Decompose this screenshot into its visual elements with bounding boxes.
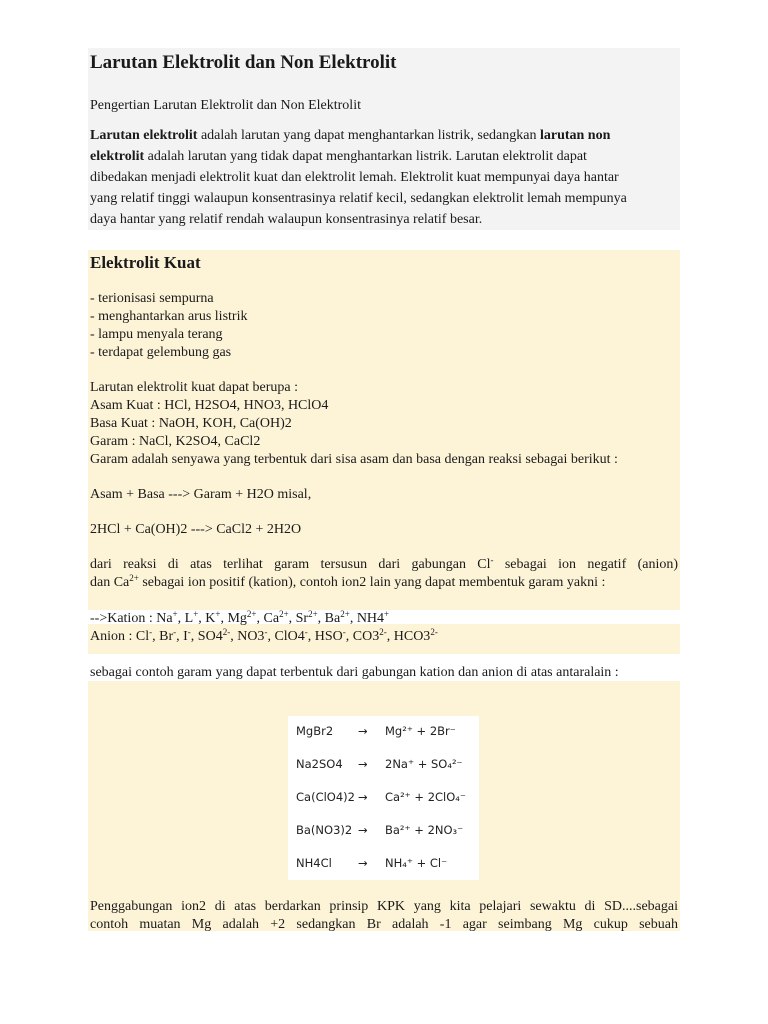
reaction-table bbox=[288, 716, 479, 880]
term-larutan-elektrolit: Larutan elektrolit bbox=[90, 128, 198, 143]
list-item: - menghantarkan arus listrik bbox=[90, 309, 248, 324]
basa-kuat: Basa Kuat : NaOH, KOH, Ca(OH)2 bbox=[90, 416, 292, 431]
kation-ion: $Sr^{2+}$ bbox=[295, 609, 318, 626]
reaction-row bbox=[288, 854, 479, 872]
kation-ion: $Mg^{2+}$ bbox=[227, 609, 257, 626]
reaction-reactant: NH4Cl bbox=[296, 856, 332, 870]
reaction-reactant: Ca(ClO4)2 bbox=[296, 790, 355, 804]
anion-prefix: Anion : bbox=[90, 629, 136, 644]
anion-ion: Cl- bbox=[135, 627, 153, 644]
page-title: Larutan Elektrolit dan Non Elektrolit bbox=[90, 52, 397, 73]
kation-prefix: -->Kation : bbox=[90, 611, 157, 626]
arrow-icon: → bbox=[358, 757, 368, 771]
garam-definition: Garam adalah senyawa yang terbentuk dari sisa asam dan basa dengan reaksi sebagai berikut : bbox=[90, 452, 618, 467]
anion-ion: I- bbox=[183, 627, 191, 644]
list-item: - lampu menyala terang bbox=[90, 327, 223, 342]
intro-line-3: dibedakan menjadi elektrolit kuat dan elektrolit lemah. Elektrolit kuat mempunyai daya hantar bbox=[90, 170, 619, 185]
intro-line-5: daya hantar yang relatif rendah walaupun konsentrasinya relatif besar. bbox=[90, 212, 483, 227]
reaction-products: Mg²⁺ + 2Br⁻ bbox=[385, 724, 456, 738]
anion-ion: HSO- bbox=[314, 627, 346, 644]
kation-ion: Na+ bbox=[156, 609, 178, 626]
kation-line: -->Kation : Na+, L+, K+, $Mg^{2+}$, $Ca^{2+}$, $Sr^{2+}$, $Ba^{2+}$, NH4+ bbox=[90, 609, 390, 626]
list-item: - terdapat gelembung gas bbox=[90, 345, 232, 360]
reaction-products: Ca²⁺ + 2ClO₄⁻ bbox=[385, 790, 466, 804]
list-item: - terionisasi sempurna bbox=[90, 291, 214, 306]
reaction-row bbox=[288, 755, 479, 773]
arrow-icon: → bbox=[358, 823, 368, 837]
equation-example: 2HCl + Ca(OH)2 ---> CaCl2 + 2H2O bbox=[90, 522, 302, 537]
intro-line-1: Larutan elektrolit adalah larutan yang dapat menghantarkan listrik, sedangkan larutan non bbox=[90, 128, 611, 143]
reaction-reactant: Na2SO4 bbox=[296, 757, 343, 771]
intro-line-4: yang relatif tinggi walaupun konsentrasinya relatif kecil, sedangkan elektrolit lemah mempunya bbox=[90, 191, 627, 206]
kation-ion: $Ba^{2+}$ bbox=[324, 609, 350, 626]
arrow-icon: → bbox=[358, 724, 368, 738]
reaction-row bbox=[288, 821, 479, 839]
reaction-products: NH₄⁺ + Cl⁻ bbox=[385, 856, 448, 870]
arrow-icon: → bbox=[358, 790, 368, 804]
anion-ion: $CO3^{2-}$ bbox=[352, 627, 387, 644]
reaction-products: 2Na⁺ + SO₄²⁻ bbox=[385, 757, 463, 771]
reaction-row bbox=[288, 722, 479, 740]
final-line-2: contoh muatan Mg adalah +2 sedangkan Br adalah -1 agar seimbang Mg cukup sebuah bbox=[90, 917, 678, 932]
paragraph-line-1: dari reaksi di atas terlihat garam tersusun dari gabungan Cl- sebagai ion negatif (anion) bbox=[90, 555, 678, 572]
reaction-reactant: MgBr2 bbox=[296, 724, 334, 738]
reaction-products: Ba²⁺ + 2NO₃⁻ bbox=[385, 823, 464, 837]
intro-line-2: elektrolit adalah larutan yang tidak dapat menghantarkan listrik. Larutan elektrolit dapat bbox=[90, 149, 587, 164]
kation-ion: $Ca^{2+}$ bbox=[263, 609, 289, 626]
anion-line: Anion : Cl-, Br-, I-, $SO4^{2-}$, NO3-, ClO4-, HSO-, $CO3^{2-}$, $HCO3^{2-}$ bbox=[90, 627, 438, 644]
anion-ion: $SO4^{2-}$ bbox=[197, 627, 231, 644]
anion-ion: Br- bbox=[159, 627, 177, 644]
kation-ion: K+ bbox=[205, 609, 221, 626]
term-larutan-non: larutan non bbox=[539, 128, 611, 143]
arrow-icon: → bbox=[358, 856, 368, 870]
anion-ion: ClO4- bbox=[274, 627, 308, 644]
section-heading: Elektrolit Kuat bbox=[90, 253, 201, 272]
contoh-text: sebagai contoh garam yang dapat terbentuk dari gabungan kation dan anion di atas antaralain : bbox=[90, 665, 619, 680]
kation-ion: NH4+ bbox=[356, 609, 390, 626]
reaction-row bbox=[288, 788, 479, 806]
berupa-text: Larutan elektrolit kuat dapat berupa : bbox=[90, 380, 298, 395]
final-line-1: Penggabungan ion2 di atas berdarkan prinsip KPK yang kita pelajari sewaktu di SD....sebagai bbox=[90, 899, 678, 914]
equation-general: Asam + Basa ---> Garam + H2O misal, bbox=[90, 487, 312, 502]
term-elektrolit: elektrolit bbox=[90, 149, 145, 164]
subtitle: Pengertian Larutan Elektrolit dan Non Elektrolit bbox=[90, 98, 361, 113]
kation-ion: L+ bbox=[184, 609, 199, 626]
asam-kuat: Asam Kuat : HCl, H2SO4, HNO3, HClO4 bbox=[90, 398, 329, 413]
reaction-reactant: Ba(NO3)2 bbox=[296, 823, 353, 837]
anion-ion: NO3- bbox=[237, 627, 268, 644]
anion-ion: $HCO3^{2-}$ bbox=[393, 627, 438, 644]
garam: Garam : NaCl, K2SO4, CaCl2 bbox=[90, 434, 261, 449]
paragraph-line-2: dan $Ca^{2+}$ sebagai ion positif (kation), contoh ion2 lain yang dapat membentuk garam yakni : bbox=[90, 573, 606, 590]
